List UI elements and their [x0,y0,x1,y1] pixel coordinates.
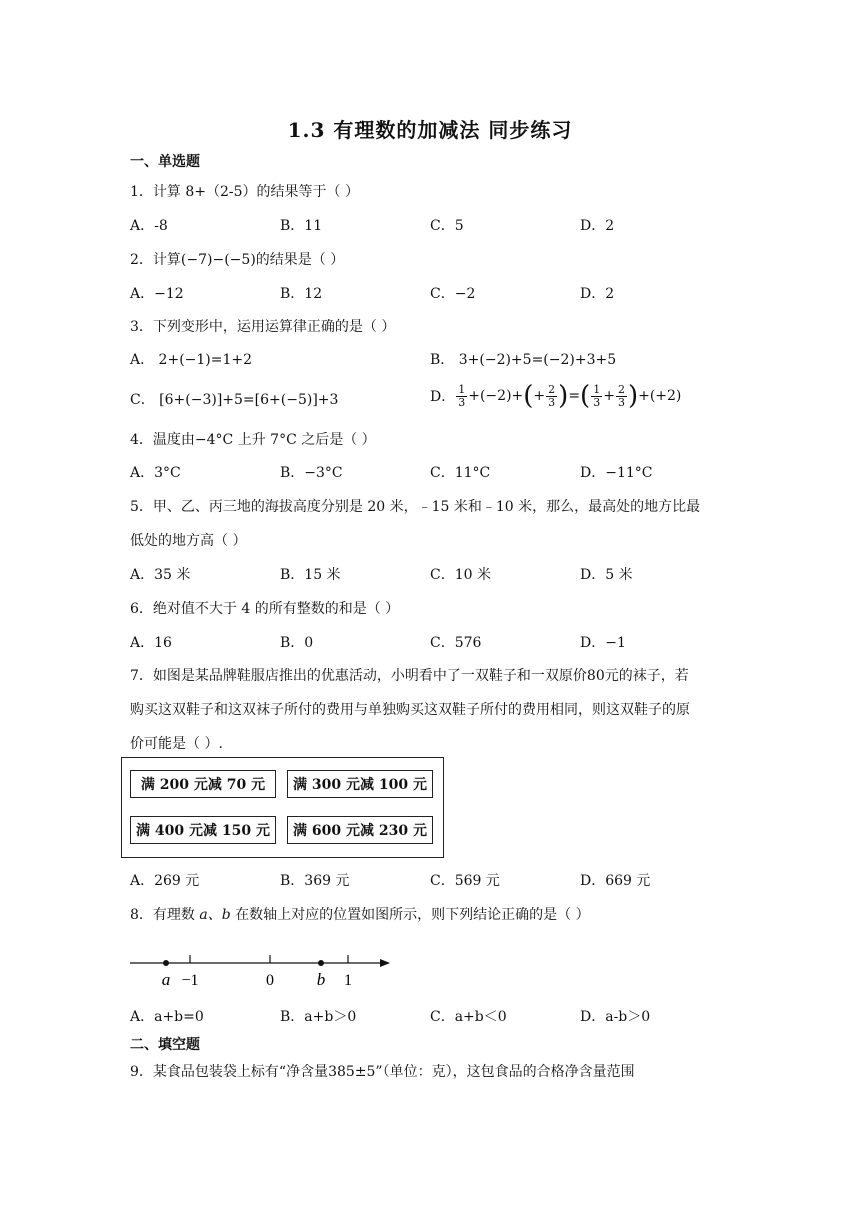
q6-option-c: C．576 [430,635,482,651]
q5-option-c: C．10 米 [430,567,491,583]
question-9-stem: 9．某食品包装袋上标有“净含量385±5”（单位：克），这包食品的合格净含量范围 [130,1064,635,1080]
question-7-stem-line1: 7．如图是某品牌鞋服店推出的优惠活动，小明看中了一双鞋子和一双原价80元的袜子，若 [130,668,689,684]
question-8-stem [130,904,590,924]
q8-variables: a、b [199,907,231,923]
q1-option-a: A．-8 [130,218,168,234]
fraction-two-thirds: $\frac{2}{3}$ [548,382,556,409]
q6-option-d: D．−1 [580,635,626,651]
fraction-two-thirds: $\frac{2}{3}$ [617,382,625,409]
promo-tier-300: 满 300 元减 100 元 [287,770,433,798]
q2-stem-prefix: 2．计算 [130,252,181,268]
q8-option-c: C．a+b＜0 [430,1009,507,1025]
fraction-one-third: $\frac{1}{3}$ [593,382,601,409]
q7-option-d: D．669 元 [580,873,651,889]
fraction-one-third: $\frac{1}{3}$ [458,382,466,409]
q4-option-d: D．−11°C [580,465,653,481]
label-zero: 0 [266,972,274,989]
question-7-stem-line2: 购买这双鞋子和这双袜子所付的费用与单独购买这双鞋子所付的费用相同，则这双鞋子的原 [130,702,690,718]
question-1-stem: 1．计算 8+（2-5）的结果等于（ ） [130,184,359,200]
arrow-right-icon [380,959,390,967]
page-title: 1.3 有理数的加减法 同步练习 [287,118,573,142]
q4-option-b: B．−3°C [280,465,343,481]
q6-option-b: B．0 [280,635,314,651]
promo-tier-200: 满 200 元减 70 元 [130,770,276,798]
q1-option-d: D．2 [580,218,615,234]
question-5-stem-line1: 5．甲、乙、丙三地的海拔高度分别是 20 米，﹣15 米和﹣10 米，那么，最高处的地方比最 [130,499,701,515]
question-4-stem: 4．温度由−4°C 上升 7°C 之后是（ ） [130,432,376,448]
section-heading-fill-blank: 二、填空题 [130,1037,200,1053]
question-6-stem: 6．绝对值不大于 4 的所有整数的和是（ ） [130,601,400,617]
q8-stem-prefix: 8．有理数 [130,907,200,923]
math-text: = [568,388,581,404]
question-5-stem-line2: 低处的地方高（ ） [130,533,247,549]
q8-option-a: A．a+b=0 [130,1009,204,1025]
q4-option-a: A．3°C [130,465,181,481]
q8-option-d: D．a-b＞0 [580,1009,651,1025]
label-a: a [161,970,171,989]
q2-expression: (−7)−(−5) [180,252,256,268]
q6-option-a: A．16 [130,635,172,651]
section-heading-single-choice: 一、单选题 [130,154,200,170]
label-one: 1 [344,972,352,989]
right-paren-icon: ) [558,381,569,411]
math-text: + [533,388,546,404]
point-a-dot [163,960,169,966]
q5-option-d: D．5 米 [580,567,633,583]
question-7-stem-line3: 价可能是（ ）. [130,736,223,752]
q1-option-b: B．11 [280,218,323,234]
point-b-dot [318,960,324,966]
left-paren-icon: ( [580,381,591,411]
q5-option-b: B．15 米 [280,567,341,583]
q1-option-c: C．5 [430,218,464,234]
q2-option-d: D．2 [580,286,615,302]
number-line-figure [126,950,396,992]
left-paren-icon: ( [523,381,534,411]
q3-option-a: A． 2+(−1)=1+2 [130,352,253,368]
q3-option-d-tail: +(+2) [638,388,682,404]
q7-option-c: C．569 元 [430,873,500,889]
promo-tier-400: 满 400 元减 150 元 [130,816,276,844]
label-b: b [316,970,326,989]
q8-option-b: B．a+b＞0 [280,1009,357,1025]
q2-option-a: A．−12 [130,286,184,302]
q2-option-b: B．12 [280,286,323,302]
question-2-stem [130,249,344,269]
q7-option-b: B．369 元 [280,873,350,889]
q7-option-a: A．269 元 [130,873,200,889]
q3-option-b: B． 3+(−2)+5=(−2)+3+5 [430,352,617,368]
q2-option-c: C．−2 [430,286,476,302]
q2-stem-suffix: 的结果是（ ） [255,252,345,268]
q8-stem-suffix: 在数轴上对应的位置如图所示，则下列结论正确的是（ ） [230,907,590,923]
question-3-stem: 3．下列变形中，运用运算律正确的是（ ） [130,319,396,335]
right-paren-icon: ) [627,381,639,411]
q3-option-d-label: D． [430,389,456,405]
q5-option-a: A．35 米 [130,567,191,583]
promotion-figure [121,757,444,858]
math-text: + [603,388,615,404]
q3-option-c: C． [6+(−3)]+5=[6+(−5)]+3 [130,392,339,408]
q4-option-c: C．11°C [430,465,491,481]
math-text: +(−2)+ [468,388,524,404]
promo-tier-600: 满 600 元减 230 元 [287,816,433,844]
q3-option-d [430,376,681,416]
label-minus-one: −1 [181,972,199,989]
